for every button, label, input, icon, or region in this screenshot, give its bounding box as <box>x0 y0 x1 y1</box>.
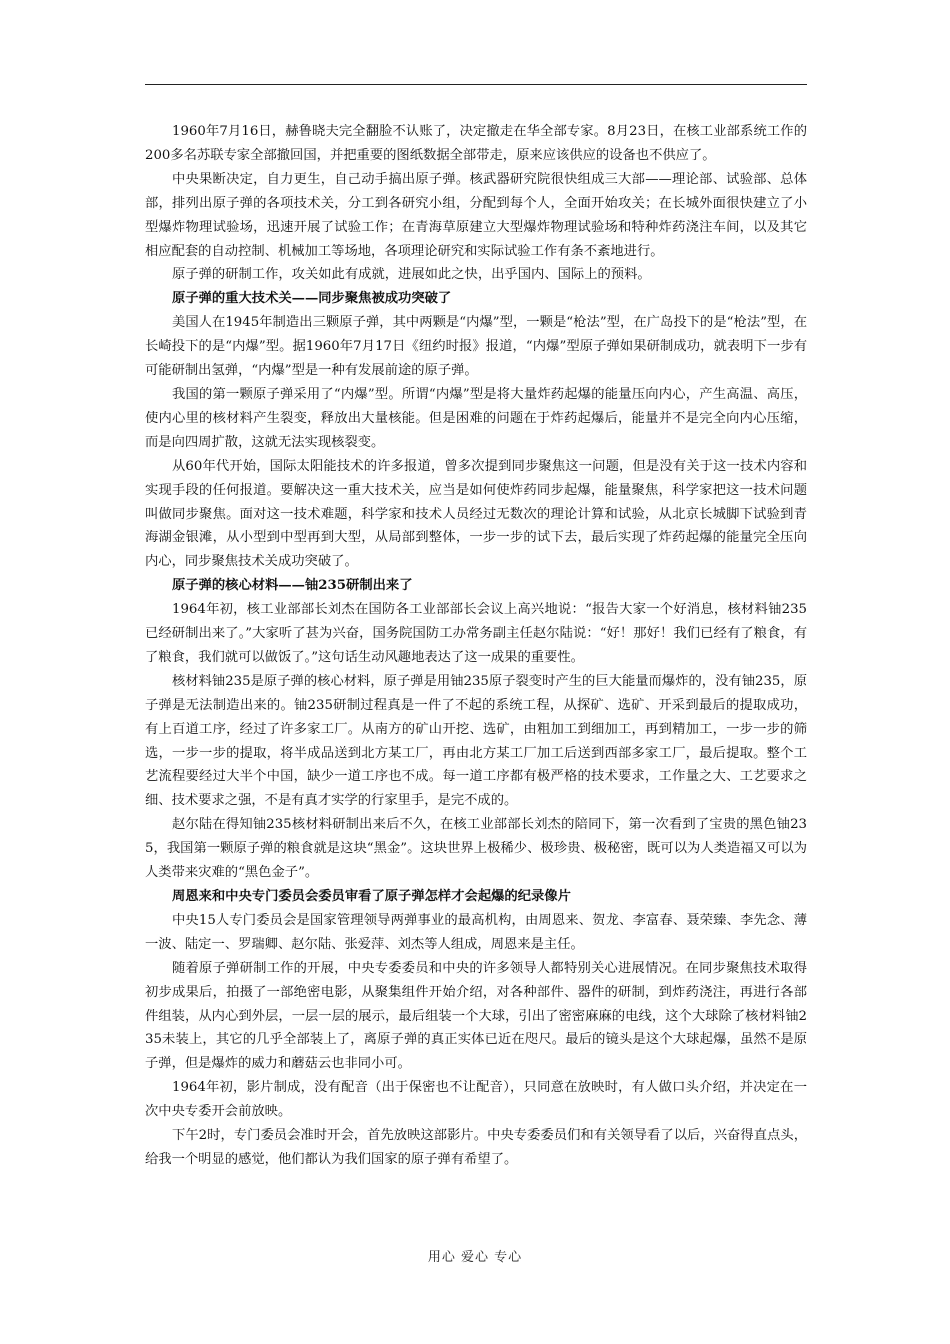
paragraph: 核材料铀235是原子弹的核心材料，原子弹是用铀235原子裂变时产生的巨大能量而爆炸的，没有铀235，原子弹是无法制造出来的。铀235研制过程真是一件了不起的系统工程，从探矿、选矿、开采到最后的提取成功，有上百道工序，经过了许多家工厂。从南方的矿山开挖、选矿，由粗加工到细加工，再到精加工，一步一步的筛选，一步一步的提取，将半成品送到北方某工厂，再由北方某工厂加工后送到西部多家工厂，最后提取。整个工艺流程要经过大半个中国，缺少一道工序也不成。每一道工序都有极严格的技术要求，工作量之大、工艺要求之细、技术要求之强，不是有真才实学的行家里手，是完不成的。 <box>145 673 807 809</box>
section-heading: 周恩来和中央专门委员会委员审看了原子弹怎样才会起爆的纪录像片 <box>172 889 571 904</box>
section-heading: 原子弹的核心材料——铀235研制出来了 <box>172 578 413 594</box>
paragraph: 1960年7月16日，赫鲁晓夫完全翻脸不认账了，决定撤走在华全部专家。8月23日，在核工业部系统工作的200多名苏联专家全部撤回国，并把重要的图纸数据全部带走，原来应该供应的设备也不供应了。 <box>145 124 807 163</box>
paragraph: 美国人在1945年制造出三颗原子弹，其中两颗是“内爆”型，一颗是“枪法”型，在广岛投下的是“枪法”型，在长崎投下的是“内爆”型。据1960年7月17日《纽约时报》报道，“内爆”型原子弹如果研制成功，就表明下一步有可能研制出氢弹，“内爆”型是一种有发展前途的原子弹。 <box>145 315 807 379</box>
document-body <box>145 120 807 1172</box>
paragraph: 从60年代开始，国际太阳能技术的许多报道，曾多次提到同步聚焦这一问题，但是没有关于这一技术内容和实现手段的任何报道。要解决这一重大技术关，应当是如何使炸药同步起爆，能量聚焦，科学家把这一技术问题叫做同步聚焦。面对这一技术难题，科学家和技术人员经过无数次的理论计算和试验，从北京长城脚下试验到青海湖金银滩，从小型到中型再到大型，从局部到整体，一步一步的试下去，最后实现了炸药起爆的能量完全压向内心，同步聚焦技术关成功突破了。 <box>145 458 807 570</box>
paragraph: 我国的第一颗原子弹采用了“内爆”型。所谓“内爆”型是将大量炸药起爆的能量压向内心，产生高温、高压，使内心里的核材料产生裂变，释放出大量核能。但是困难的问题在于炸药起爆后，能量并不是完全向内心压缩，而是向四周扩散，这就无法实现核裂变。 <box>145 386 807 450</box>
paragraph: 赵尔陆在得知铀235核材料研制出来后不久，在核工业部部长刘杰的陪同下，第一次看到了宝贵的黑色铀235，我国第一颗原子弹的粮食就是这块“黑金”。这块世界上极稀少、极珍贵、极秘密，既可以为人类造福又可以为人类带来灾难的“黑色金子”。 <box>145 817 807 881</box>
paragraph: 下午2时，专门委员会准时开会，首先放映这部影片。中央专委委员们和有关领导看了以后，兴奋得直点头，给我一个明显的感觉，他们都认为我们国家的原子弹有希望了。 <box>145 1128 807 1167</box>
header-rule <box>145 84 807 85</box>
section-heading: 原子弹的重大技术关——同步聚焦被成功突破了 <box>172 291 452 307</box>
paragraph: 原子弹的研制工作，攻关如此有成就，进展如此之快，出乎国内、国际上的预料。 <box>172 267 651 283</box>
paragraph: 1964年初，核工业部部长刘杰在国防各工业部部长会议上高兴地说：“报告大家一个好消息，核材料铀235已经研制出来了。”大家听了甚为兴奋，国务院国防工办常务副主任赵尔陆说：“好！那好！我们已经有了粮食，有了粮食，我们就可以做饭了。”这句话生动风趣地表达了这一成果的重要性。 <box>145 602 807 665</box>
paragraph: 中央果断决定，自力更生，自己动手搞出原子弹。核武器研究院很快组成三大部——理论部、试验部、总体部，排列出原子弹的各项技术关，分工到各研究小组，分配到每个人，全面开始攻关；在长城外面很快建立了小型爆炸物理试验场，迅速开展了试验工作；在青海草原建立大型爆炸物理试验场和特种炸药浇注车间，以及其它相应配套的自动控制、机械加工等场地，各项理论研究和实际试验工作有条不紊地进行。 <box>145 171 807 259</box>
paragraph: 中央15人专门委员会是国家管理领导两弹事业的最高机构，由周恩来、贺龙、李富春、聂荣臻、李先念、薄一波、陆定一、罗瑞卿、赵尔陆、张爱萍、刘杰等人组成，周恩来是主任。 <box>145 912 807 952</box>
paragraph: 1964年初，影片制成，没有配音（出于保密也不让配音），只同意在放映时，有人做口头介绍，并决定在一次中央专委开会前放映。 <box>145 1080 807 1120</box>
paragraph: 随着原子弹研制工作的开展，中央专委委员和中央的许多领导人都特别关心进展情况。在同步聚焦技术取得初步成果后，拍摄了一部绝密电影，从聚集组件开始介绍，对各种部件、器件的研制，到炸药浇注，再进行各部件组装，从内心到外层，一层一层的展示，最后组装一个大球，引出了密密麻麻的电线，这个大球除了核材料铀235未装上，其它的几乎全部装上了，离原子弹的真正实体已近在咫尺。最后的镜头是这个大球起爆，虽然不是原子弹，但是爆炸的威力和蘑菇云也非同小可。 <box>145 960 807 1072</box>
page-footer: 用心 爱心 专心 <box>427 1250 523 1265</box>
